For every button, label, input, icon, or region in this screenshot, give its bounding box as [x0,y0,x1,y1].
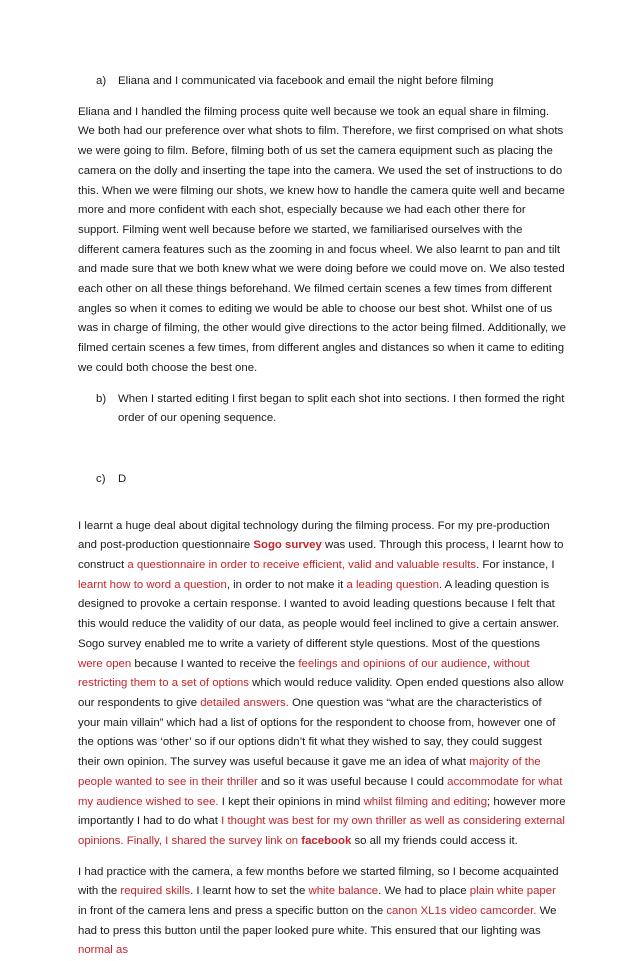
text-run: We had to press this button until the paper looked pure white. This ensured that our lighting was [78,905,557,937]
paragraph-filming-process: Eliana and I handled the filming process quite well because we took an equal share in filming. We both had our preference over what shots to film. Therefore, we first comprised on what shots we were going to film. Before, filming both of us set the camera equipment such as placing the camera on the dolly and inserting the tape into the camera. We used the set of instructions to do this. When we were filming our shots, we knew how to handle the camera quite well and became more and more confident with each shot, especially because we had each other there for support. Filming went well because before we started, we familiarised ourselves with the different camera features such as the zooming in and focus wheel. We also learnt to pan and tilt and made sure that we both knew what we were doing before we could move on. We also tested each other on all these things beforehand. We filmed certain scenes a few times from different angles so when it comes to editing we would be able to choose our best shot. Whilst one of us was in charge of filming, the other would give directions to the actor being filmed. Additionally, we filmed certain scenes a few times, from different angles and distances so when it came to editing we could both choose the best one. [78,105,566,374]
highlighted-text: learnt how to word a question [78,578,227,591]
text-run: ; however more importantly I had to do what [78,795,566,828]
list-marker-a: a) [96,75,107,87]
highlighted-text: white balance [308,885,379,898]
highlighted-text: required skills [120,885,191,898]
list-text-c: D [118,472,127,485]
highlighted-text: I thought was best for my own thriller as well as considering external opinions. Finally, I shared the survey link on [78,815,565,847]
text-run: . We had to place [378,885,470,898]
highlighted-text: a leading question [346,578,439,591]
highlighted-text: whilst filming and editing [363,795,488,808]
highlighted-text: were open [78,657,132,670]
highlighted-text: majority of the people wanted to see in their thriller [78,756,541,788]
text-run: I learnt a huge deal about digital technology during the filming process. For my pre-production and post-production questionnaire [78,519,550,552]
highlighted-text: without restricting them to a set of options [78,657,530,690]
text-run: , in order to not make it [226,578,347,591]
paragraph-camera-practice [78,863,566,961]
highlighted-text: Sogo survey [253,539,322,552]
text-run: was used. Through this process, I learnt how to construct [78,539,564,572]
text-run: because I wanted to receive the [131,657,299,670]
paragraph-digital-technology [78,517,566,852]
list-marker-b: b) [96,392,107,405]
text-run: , [487,657,494,670]
highlighted-text: detailed answers. [200,696,289,709]
text-run: I kept their opinions in mind [218,795,364,808]
list-marker-c: c) [96,472,106,485]
list-text-a: Eliana and I communicated via facebook and email the night before filming [118,75,494,87]
text-run: One question was “what are the characteristics of your main villain” which had a list of options for the respondent to choose from, however one of the options was ‘other’ so if our options didn’t fit what they wished to say, they could suggest their own opinion. The survey was useful because it gave me an idea of what [78,696,556,769]
highlighted-text: normal as [78,944,129,957]
text-run: . I learnt how to set the [190,885,309,898]
highlighted-text: facebook [301,834,352,847]
highlighted-text: canon XL1s video camcorder. [386,905,537,918]
list-item-c [78,470,566,490]
text-run: and so it was useful because I could [257,775,448,788]
text-run: . A leading question is designed to provoke a certain response. I wanted to avoid leading questions because I felt that this would reduce the validity of our data, as people would feel inclined to give a certain answer. Sogo survey enabled me to write a variety of different style questions. Most of the questions [78,578,560,650]
text-run: which would reduce validity. Open ended questions also allow our respondents to give [78,677,564,709]
list-item-b [78,390,566,429]
text-run: I had practice with the camera, a few months before we started filming, so I become acquainted with the [78,865,559,898]
highlighted-text: feelings and opinions of our audience [298,657,488,670]
text-run: so all my friends could access it. [351,834,518,847]
text-run: . For instance, I [476,559,555,572]
highlighted-text: a questionnaire in order to receive efficient, valid and valuable results [127,559,477,572]
list-text-b: When I started editing I first began to split each shot into sections. I then formed the right order of our opening sequence. [118,392,565,425]
highlighted-text: accommodate for what my audience wished to see. [78,775,563,808]
highlighted-text: plain white paper [469,885,556,898]
text-run: in front of the camera lens and press a specific button on the [78,905,387,918]
list-item-a [78,72,566,92]
